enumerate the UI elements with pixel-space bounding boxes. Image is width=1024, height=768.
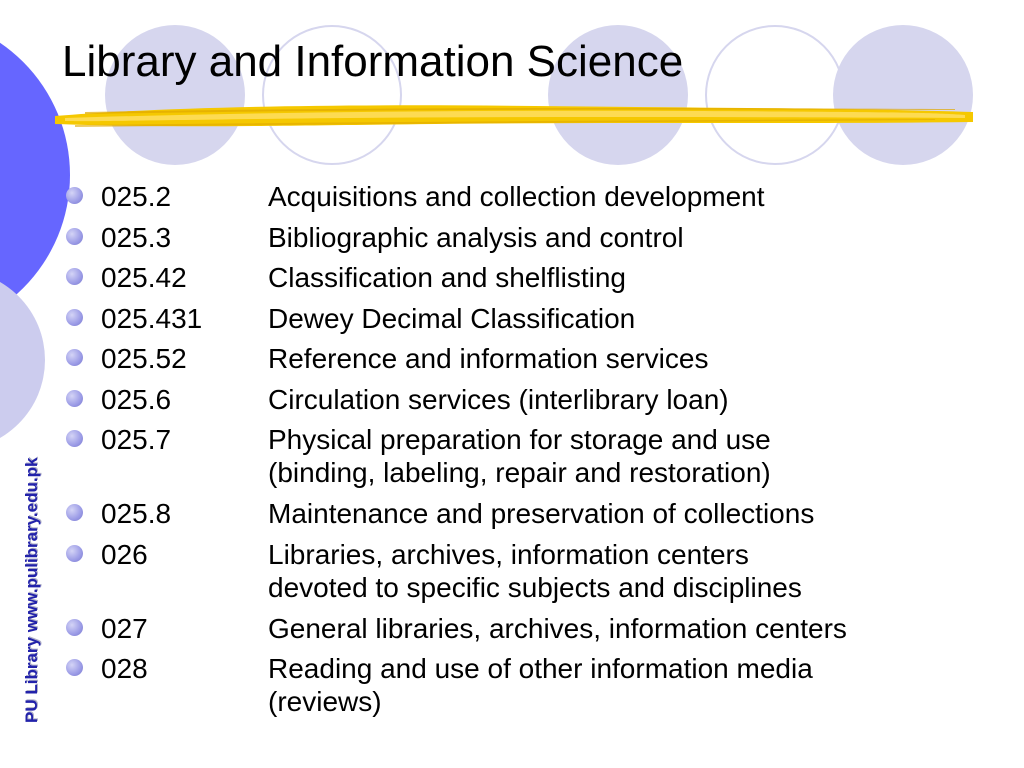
class-description: [268, 538, 1016, 604]
bullet-icon: [66, 545, 83, 562]
description-line: Physical preparation for storage and use: [268, 424, 771, 455]
list-item: [66, 221, 1016, 254]
list-item: [66, 423, 1016, 489]
class-description: [268, 342, 1016, 375]
description-line: (reviews): [268, 686, 382, 717]
class-description: [268, 261, 1016, 294]
class-number: 027: [101, 612, 148, 644]
bullet-icon: [66, 187, 83, 204]
bullet-icon: [66, 268, 83, 285]
description-line: Maintenance and preservation of collections: [268, 498, 815, 529]
list-item: [66, 538, 1016, 604]
brush-stroke-underline: [55, 98, 973, 130]
list-item: [66, 652, 1016, 718]
class-description: [268, 497, 1016, 530]
class-number: 025.42: [101, 262, 187, 293]
page-title: Library and Information Science: [62, 37, 684, 86]
description-line: Dewey Decimal Classification: [268, 302, 636, 334]
description-line: Acquisitions and collection development: [268, 181, 765, 212]
bullet-icon: [66, 619, 83, 636]
class-description: [268, 652, 1016, 718]
class-description: [268, 302, 1016, 335]
decorative-half-circle-light: [0, 270, 45, 450]
bullet-icon: [66, 349, 83, 366]
class-number: 025.7: [101, 424, 172, 455]
bullet-icon: [66, 228, 83, 245]
bullet-icon: [66, 390, 83, 407]
class-number: 025.6: [101, 383, 172, 415]
class-number: 025.8: [101, 498, 172, 529]
class-number: 025.52: [101, 343, 187, 374]
description-line: Bibliographic analysis and control: [268, 221, 684, 253]
list-item: [66, 612, 1016, 645]
class-number: 025.431: [101, 302, 203, 334]
bullet-icon: [66, 659, 83, 676]
class-number: 026: [101, 538, 148, 570]
decorative-half-circle-dark: [0, 15, 70, 335]
list-item: [66, 342, 1016, 375]
decorative-circle-outline: [705, 25, 845, 165]
description-line: Circulation services (interlibrary loan): [268, 383, 729, 415]
class-description: [268, 423, 1016, 489]
class-number: 028: [101, 653, 148, 684]
description-line: Libraries, archives, information centers: [268, 538, 749, 570]
description-line: devoted to specific subjects and disciplines: [268, 571, 802, 603]
classification-list: [66, 180, 1016, 726]
bullet-icon: [66, 309, 83, 326]
decorative-circle: [833, 25, 973, 165]
list-item: [66, 497, 1016, 530]
list-item: [66, 261, 1016, 294]
bullet-icon: [66, 430, 83, 447]
side-label: PU Library www.pulibrary.edu.pk: [22, 457, 41, 723]
description-line: (binding, labeling, repair and restoration): [268, 457, 771, 488]
class-number: 025.3: [101, 221, 172, 253]
list-item: [66, 383, 1016, 416]
description-line: Classification and shelflisting: [268, 262, 626, 293]
description-line: Reading and use of other information media: [268, 653, 813, 684]
list-item: [66, 180, 1016, 213]
bullet-icon: [66, 504, 83, 521]
class-description: [268, 221, 1016, 254]
class-description: [268, 383, 1016, 416]
list-item: [66, 302, 1016, 335]
class-number: 025.2: [101, 181, 172, 212]
class-description: [268, 612, 1016, 645]
class-description: [268, 180, 1016, 213]
description-line: Reference and information services: [268, 343, 709, 374]
description-line: General libraries, archives, information centers: [268, 612, 847, 644]
